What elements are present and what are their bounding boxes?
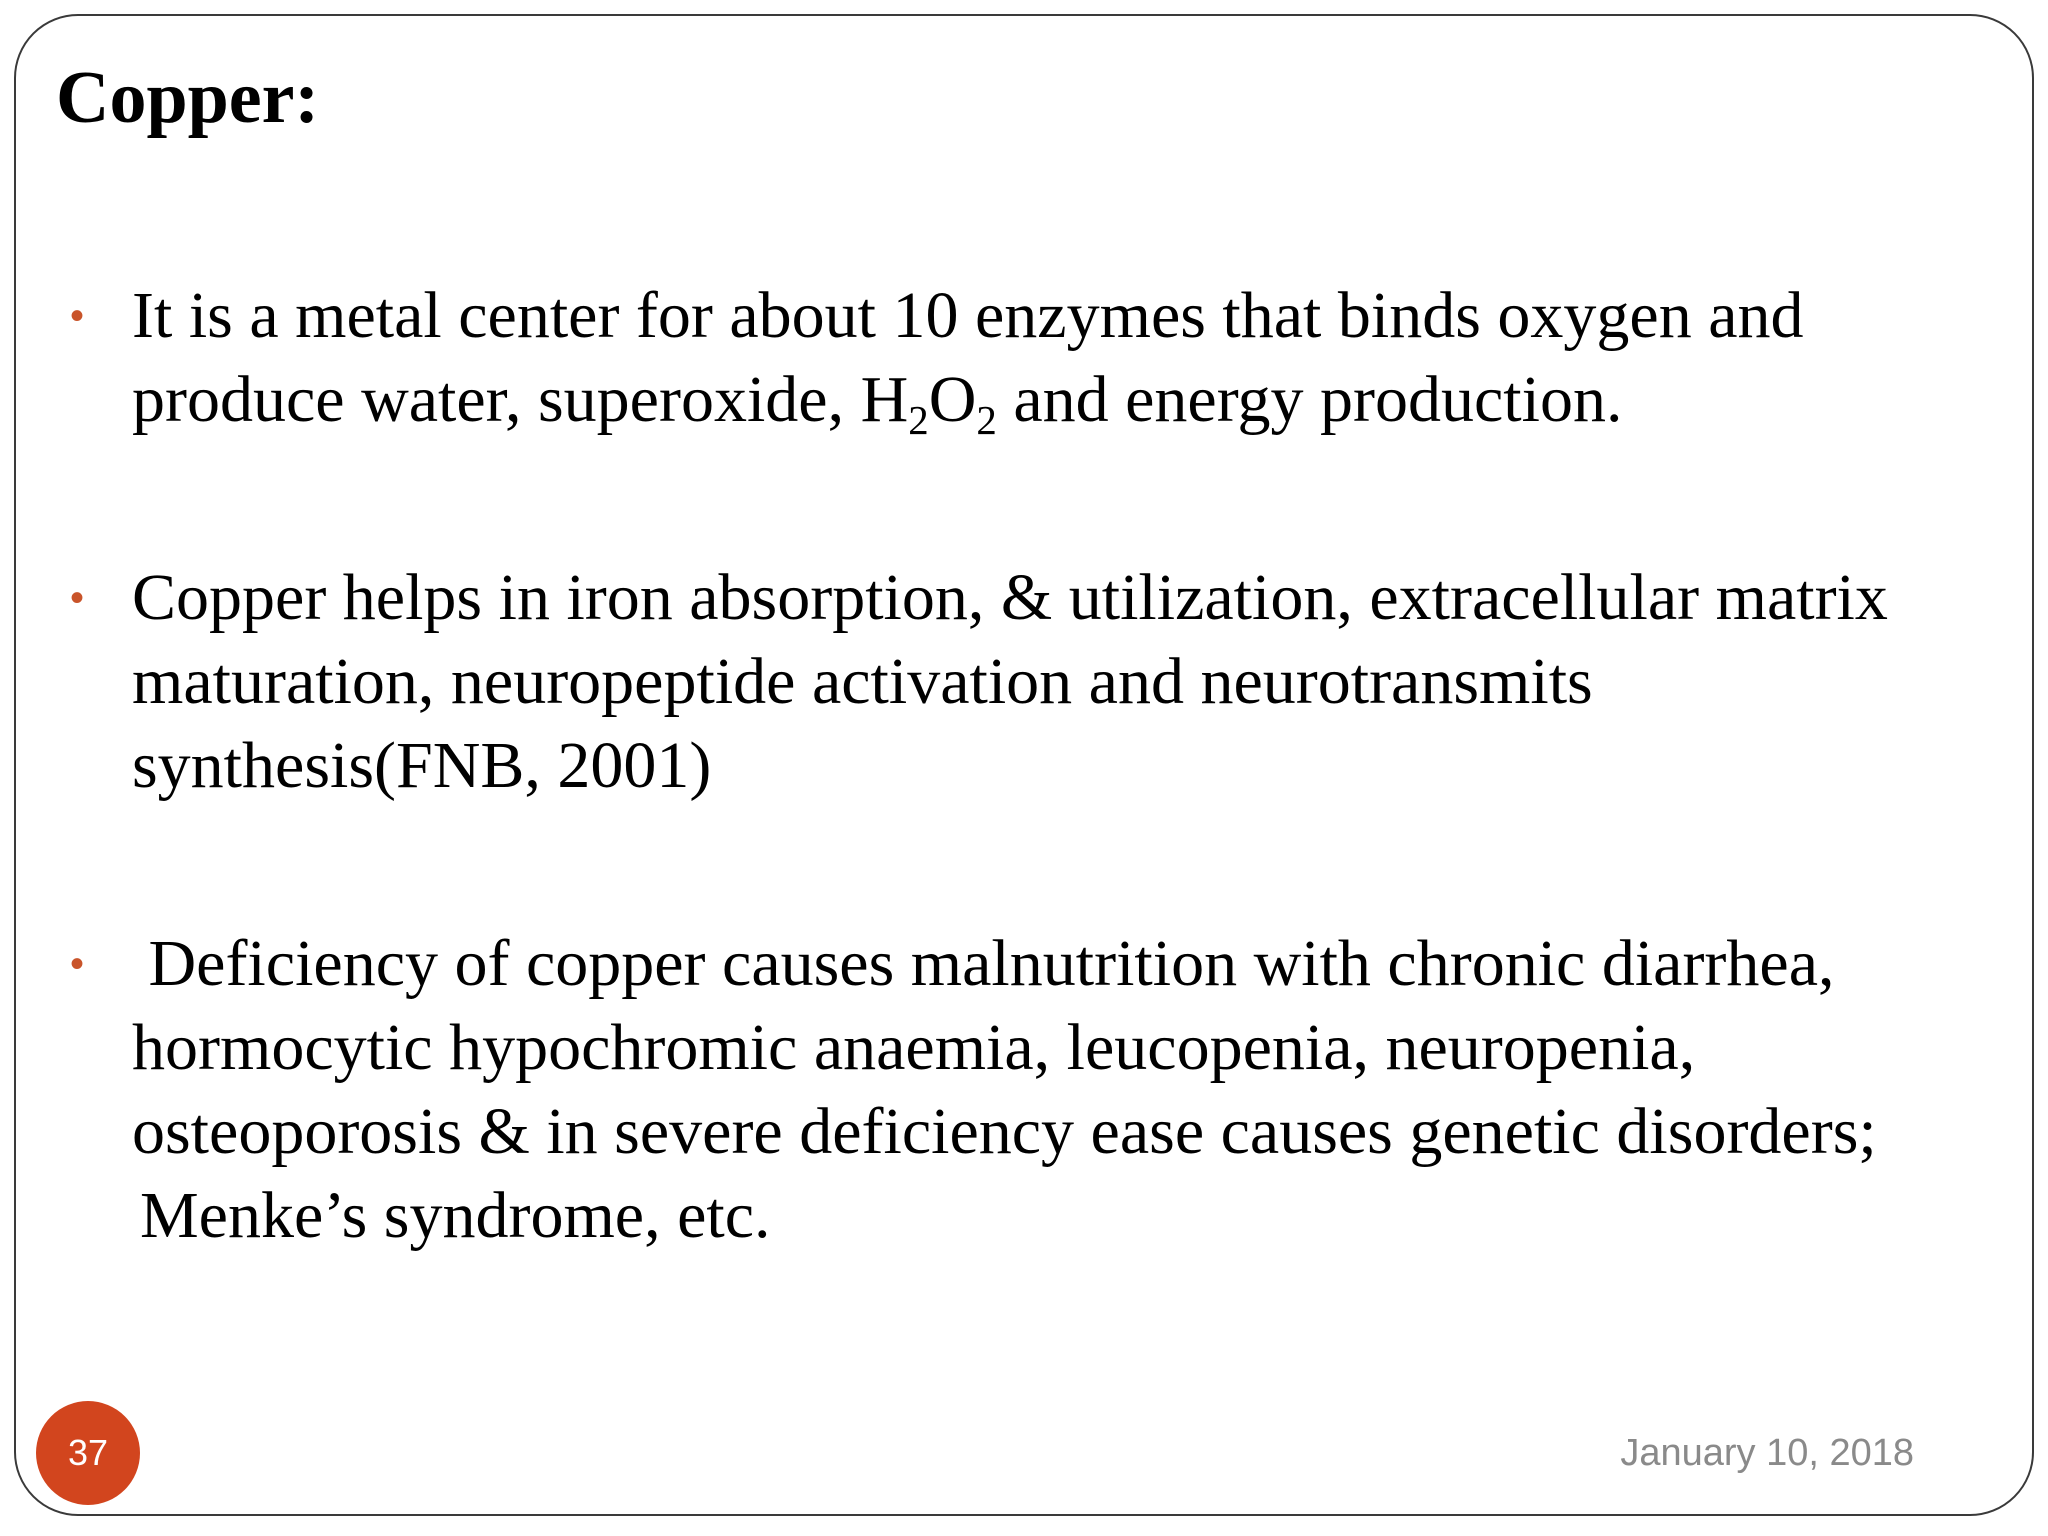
text-segment: produce water, superoxide, H bbox=[132, 363, 909, 436]
bullet-line: It is a metal center for about 10 enzymes that binds oxygen and bbox=[132, 279, 1804, 352]
text-segment: O bbox=[928, 363, 977, 436]
text-segment: and energy production. bbox=[996, 363, 1623, 436]
slide-number-badge: 37 bbox=[36, 1401, 140, 1505]
bullet-line: synthesis(FNB, 2001) bbox=[132, 729, 712, 802]
bullet-line: Copper helps in iron absorption, & utilization, extracellular matrix bbox=[132, 561, 1888, 634]
subscript: 2 bbox=[908, 398, 929, 444]
slide-date: January 10, 2018 bbox=[1620, 1432, 1914, 1474]
bullet-line: osteoporosis & in severe deficiency ease causes genetic disorders; bbox=[132, 1095, 1877, 1168]
bullet-marker: • bbox=[70, 576, 85, 620]
bullet-line: hormocytic hypochromic anaemia, leucopenia, neuropenia, bbox=[132, 1011, 1696, 1084]
bullet-text bbox=[132, 922, 2012, 1174]
bullet-line: Deficiency of copper causes malnutrition with chronic diarrhea, bbox=[132, 927, 1835, 1000]
bullet-continuation: Menke’s syndrome, etc. bbox=[140, 1179, 771, 1252]
bullet-text bbox=[132, 556, 2012, 808]
slide-title: Copper: bbox=[56, 57, 320, 139]
bullet-marker: • bbox=[70, 294, 85, 338]
bullet-text bbox=[132, 274, 2012, 442]
bullet-line: maturation, neuropeptide activation and neurotransmits bbox=[132, 645, 1593, 718]
bullet-line bbox=[132, 358, 2012, 442]
slide bbox=[14, 14, 2034, 1516]
subscript: 2 bbox=[976, 398, 997, 444]
bullet-marker: • bbox=[70, 942, 85, 986]
